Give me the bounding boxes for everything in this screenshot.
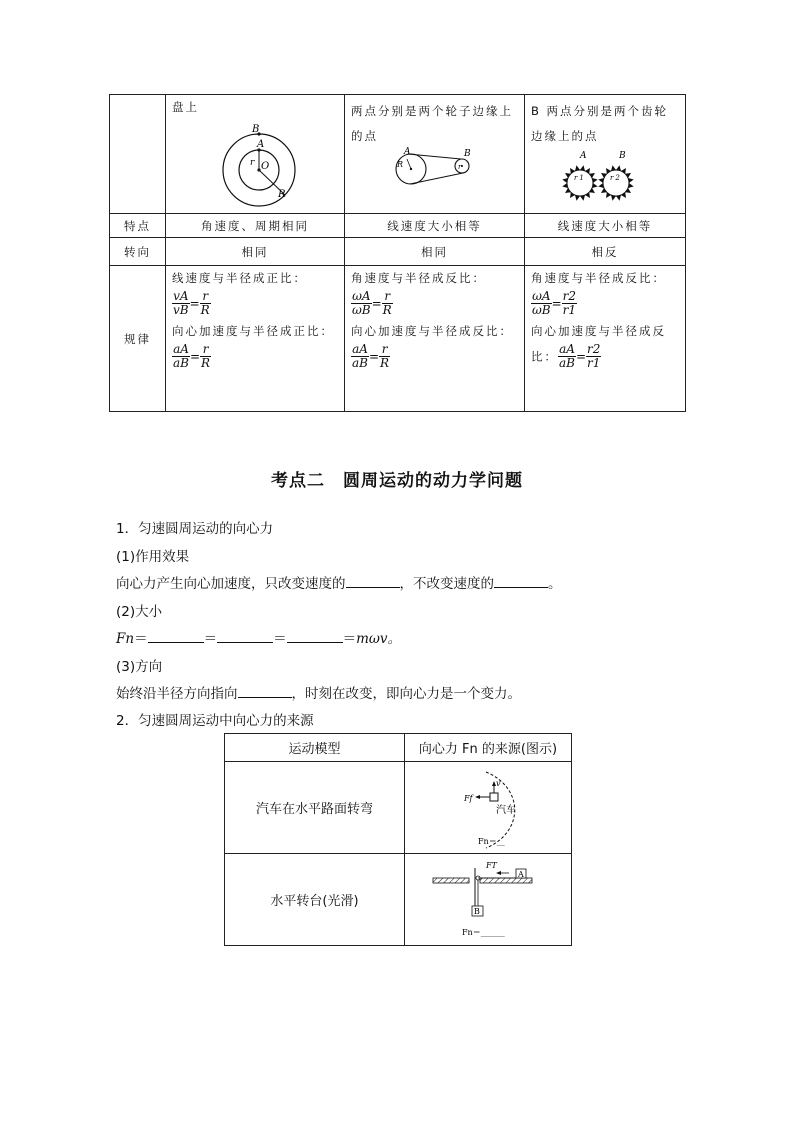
table-row (110, 266, 686, 412)
answer-blank[interactable] (346, 573, 400, 588)
row-label: 规律 (110, 266, 166, 412)
table-cell (525, 95, 686, 214)
label-o: O (261, 161, 272, 172)
label-ft: FT (486, 860, 497, 870)
label-a: A (404, 147, 413, 157)
table-cell: 相反 (525, 238, 686, 266)
label-r2: r2 (610, 174, 622, 182)
label-b: B (619, 151, 628, 161)
sub-label: (2)大小 (116, 604, 163, 620)
paragraph: 向心力产生向心加速度，只改变速度的 ，不改变速度的 。 (116, 572, 562, 592)
label-a: A (580, 151, 589, 161)
formula: $\frac{\omega A}{\omega B}$ = $\frac{r2}{r1}$ (532, 289, 577, 317)
label-b: B (252, 124, 262, 135)
label-b: B (474, 906, 480, 916)
cell-text: B 两点分别是两个齿轮边缘上的点 (531, 104, 669, 143)
table-cell (166, 266, 345, 412)
header-cell: 运动模型 (225, 734, 405, 762)
label-v: v (496, 778, 501, 788)
law-text: 向心加速度与半径成正比： (172, 324, 334, 338)
law-text: 线速度与半径成正比： (172, 271, 307, 285)
row-label: 特点 (110, 214, 166, 238)
table-cell (525, 266, 686, 412)
label-ff: Ff (464, 793, 473, 803)
table-cell (345, 266, 525, 412)
gear-diagram (553, 149, 649, 205)
label-r: r (250, 158, 257, 168)
car-turn-diagram (408, 764, 568, 852)
table-row (110, 238, 686, 266)
law-text: 向心加速度与半径成反 (531, 324, 666, 338)
table-row (110, 95, 686, 214)
table-cell: 线速度大小相等 (525, 214, 686, 238)
table-cell: 角速度、周期相同 (166, 214, 345, 238)
table-header-row (225, 734, 572, 762)
label-a: A (518, 869, 524, 879)
label-fn: Fn＝__ (478, 836, 505, 846)
label-fn: Fn＝______ (462, 927, 505, 937)
formula: $\frac{\omega A}{\omega B}$ = $\frac{r}{R}$ (352, 289, 392, 317)
table-cell: 相同 (166, 238, 345, 266)
cell-text: 盘上 (172, 100, 199, 114)
law-text: 向心加速度与半径成反比： (351, 324, 513, 338)
section-heading: 考点二 圆周运动的动力学问题 (271, 471, 523, 491)
answer-blank[interactable] (494, 573, 548, 588)
cell-text: 两点分别是两个轮子边缘上的点 (351, 104, 513, 143)
formula: $\frac{aA}{aB}$ = $\frac{r}{R}$ (173, 342, 211, 370)
label-big-r: R (278, 189, 288, 200)
law-text: 角速度与半径成反比： (531, 271, 666, 285)
table-row (225, 762, 572, 854)
label-b: B (464, 149, 473, 159)
formula: 比： $\frac{aA}{aB}$ = $\frac{r2}{r1}$ (531, 342, 601, 370)
section-title: 2．匀速圆周运动中向心力的来源 (116, 713, 314, 729)
table-cell: 汽车在水平路面转弯 (225, 762, 405, 854)
formula: $\frac{vA}{vB}$ = $\frac{r}{R}$ (173, 289, 210, 317)
paragraph: Fn＝ ＝ ＝ ＝mωv。 (116, 627, 401, 647)
label-a: A (257, 139, 267, 150)
law-text: 角速度与半径成反比： (351, 271, 486, 285)
paragraph: 始终沿半径方向指向 ，时刻在改变，即向心力是一个变力。 (116, 682, 521, 702)
force-source-table (224, 733, 572, 946)
sub-label: (3)方向 (116, 659, 163, 675)
answer-blank[interactable] (148, 628, 204, 643)
table-cell (405, 854, 572, 946)
formula: $\frac{aA}{aB}$ = $\frac{r}{R}$ (352, 342, 390, 370)
table-cell (166, 95, 345, 214)
turntable-diagram (408, 856, 568, 944)
table-row (225, 854, 572, 946)
header-cell: 向心力 Fn 的来源(图示) (405, 734, 572, 762)
coaxial-disk-diagram (214, 119, 302, 211)
sub-label: (1)作用效果 (116, 549, 190, 565)
row-label: 转向 (110, 238, 166, 266)
label-car: 汽车 (496, 804, 516, 816)
answer-blank[interactable] (287, 628, 343, 643)
table-row (110, 214, 686, 238)
label-r: r (458, 163, 464, 171)
answer-blank[interactable] (238, 683, 292, 698)
answer-blank[interactable] (217, 628, 273, 643)
comparison-table (109, 94, 686, 412)
table-cell: 相同 (345, 238, 525, 266)
belt-pulley-diagram (385, 147, 485, 193)
table-cell (405, 762, 572, 854)
table-cell: 线速度大小相等 (345, 214, 525, 238)
label-r1: r1 (574, 174, 586, 182)
section-title: 1．匀速圆周运动的向心力 (116, 521, 274, 537)
table-cell: 水平转台(光滑) (225, 854, 405, 946)
table-cell (110, 95, 166, 214)
table-cell (345, 95, 525, 214)
label-big-r: R (397, 160, 406, 169)
